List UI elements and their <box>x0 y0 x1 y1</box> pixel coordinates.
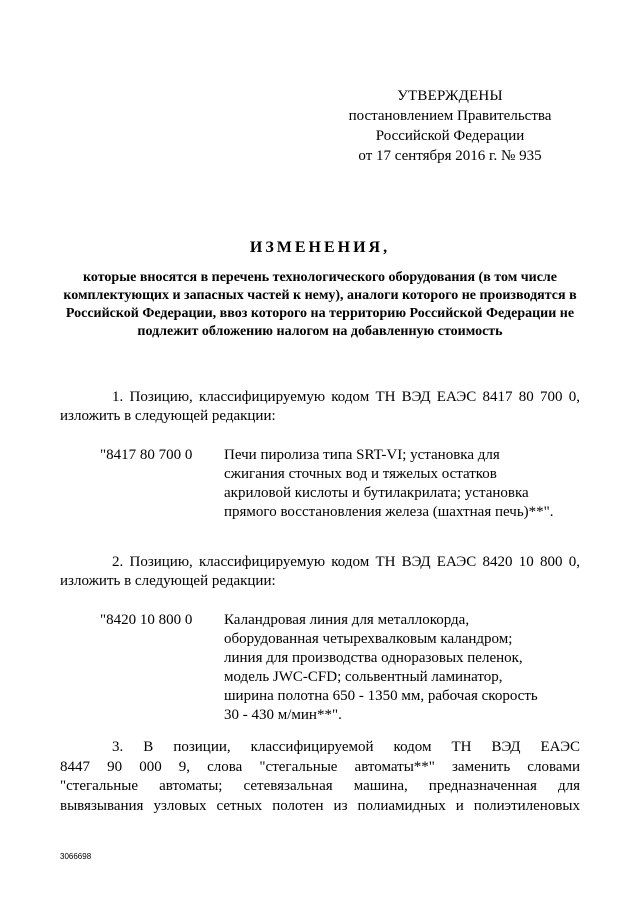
approval-block <box>330 86 570 166</box>
item-3-line-3: "стегальные автоматы; сетевязальная машина, предназначенная для <box>60 778 580 794</box>
item-1-description: Печи пиролиза типа SRT-VI; установка для сжигания сточных вод и тяжелых остатков акриловой кислоты и бутилакрилата; установка прямого восстановления железа (шахтная печь)**". <box>224 447 554 520</box>
item-1-code: "8417 80 700 0 <box>100 447 193 463</box>
approval-title: УТВЕРЖДЕНЫ <box>397 88 503 104</box>
item-1-intro-text: 1. Позицию, классифицируемую кодом ТН ВЭД ЕАЭС 8417 80 700 0, изложить в следующей редакции: <box>60 389 580 424</box>
item-3-line-2: 8447 90 000 9, слова "стегальные автоматы**" заменить словами <box>60 758 580 775</box>
document-id: 3066698 <box>60 852 92 861</box>
item-3-paragraph <box>60 738 580 816</box>
approval-line-1: постановлением Правительства <box>348 108 552 124</box>
item-2-code: "8420 10 800 0 <box>100 612 193 628</box>
item-2-intro <box>60 553 580 591</box>
item-2-description: Каландровая линия для металлокорда, оборудованная четырехвалковым каландром; линия для производства одноразовых пеленок, модель JWC-CFD; сольвентный ламинатор, ширина полотна 650 - 1350 мм, рабочая скорость 30 - 430 м/мин**". <box>224 612 538 723</box>
item-2-intro-text: 2. Позицию, классифицируемую кодом ТН ВЭД ЕАЭС 8420 10 800 0, изложить в следующей редакции: <box>60 554 580 589</box>
document-title: ИЗМЕНЕНИЯ, <box>249 239 391 256</box>
item-3-line-1: 3. В позиции, классифицируемой кодом ТН ВЭД ЕАЭС <box>112 739 580 755</box>
document-subtitle: которые вносятся в перечень технологического оборудования (в том числе комплектующих и запасных частей к нему), аналоги которого не производятся в Российской Федерации, ввоз которого на территорию Российской Федерации не подлежит обложению налогом на добавленную стоимость <box>63 270 577 339</box>
item-1-intro <box>60 388 580 426</box>
document-heading <box>60 237 580 341</box>
approval-line-3: от 17 сентября 2016 г. № 935 <box>358 148 542 164</box>
item-3-line-4: вывязывания узловых сетных полотен из полиамидных и полиэтиленовых <box>60 797 580 814</box>
approval-line-2: Российской Федерации <box>375 128 525 144</box>
